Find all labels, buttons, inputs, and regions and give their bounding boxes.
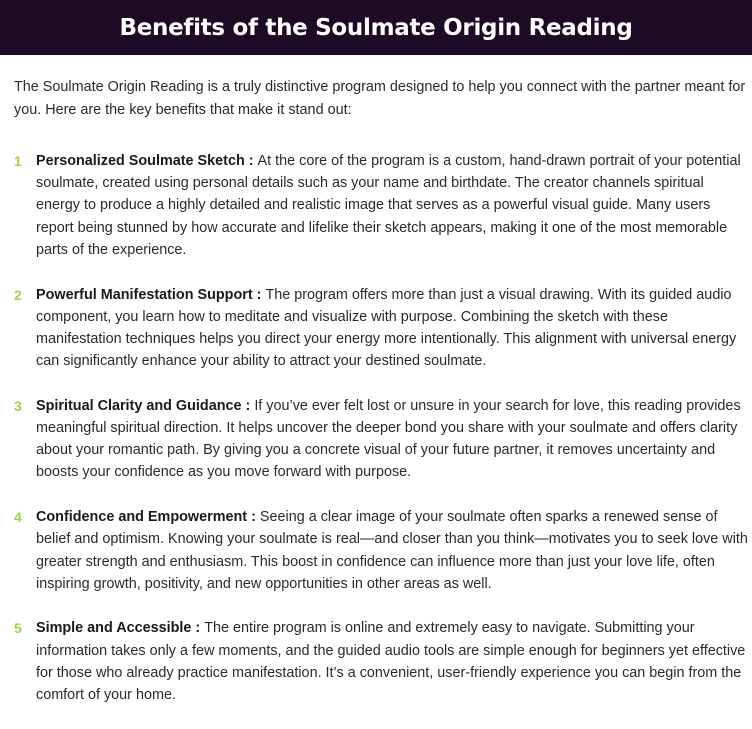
list-number: 3: [14, 397, 22, 414]
benefit-title: Simple and Accessible :: [36, 620, 205, 637]
page-header: [0, 0, 752, 55]
benefit-title: Powerful Manifestation Support :: [36, 286, 266, 303]
page-title: Benefits of the Soulmate Origin Reading: [119, 14, 633, 41]
benefit-title: Confidence and Empowerment :: [36, 509, 260, 526]
benefit-title: Personalized Soulmate Sketch :: [36, 153, 258, 169]
benefit-text: At the core of the program is a custom, hand-drawn portrait of your potential soulmate, created using personal details such as your name and birthdate. The creator channels spiritual energy to produce a highly detailed and realistic image that serves as a powerful visual guide. Many users report being stunned by how accurate and lifelike their sketch appears, making it one of the most memorable parts of the experience.: [36, 153, 741, 258]
benefit-title: Spiritual Clarity and Guidance :: [36, 397, 255, 414]
list-number: 1: [14, 153, 22, 169]
list-item: [0, 284, 750, 373]
benefit-text: The program offers more than just a visual drawing. With its guided audio component, you learn how to meditate and visualize with purpose. Combining the sketch with these manifestation techniques helps you direct your energy more intentionally. This alignment with universal energy can significantly enhance your ability to attract your destined soulmate.: [36, 286, 737, 370]
list-item: [0, 506, 750, 595]
benefit-text: If you’ve ever felt lost or unsure in your search for love, this reading provides meaningful spiritual direction. It helps uncover the deeper bond you share with your soulmate and offers clarity about your romantic path. By giving you a concrete visual of your future partner, it removes uncertainty and boosts your confidence as you move forward with purpose.: [36, 397, 741, 481]
benefit-text: Seeing a clear image of your soulmate often sparks a renewed sense of belief and optimism. Knowing your soulmate is real—and closer than you think—motivates you to seek love with greater strength and enthusiasm. This boost in confidence can influence more than just your love life, often inspiring growth, positivity, and new opportunities in other areas as well.: [36, 509, 748, 592]
benefit-text: The entire program is online and extremely easy to navigate. Submitting your information takes only a few moments, and the guided audio tools are simple enough for beginners yet effective for those who already practice manifestation. It’s a convenient, user-friendly experience you can begin from the comfort of your home.: [36, 620, 746, 704]
list-item: [0, 150, 750, 261]
list-number: 4: [14, 509, 22, 526]
benefits-list: [0, 150, 752, 729]
list-number: 2: [14, 286, 22, 303]
list-item: [0, 395, 750, 484]
intro-paragraph: The Soulmate Origin Reading is a truly distinctive program designed to help you connect with the partner meant for you. Here are the key benefits that make it stand out:: [14, 79, 746, 118]
list-item: [0, 617, 750, 706]
list-number: 5: [14, 620, 22, 637]
